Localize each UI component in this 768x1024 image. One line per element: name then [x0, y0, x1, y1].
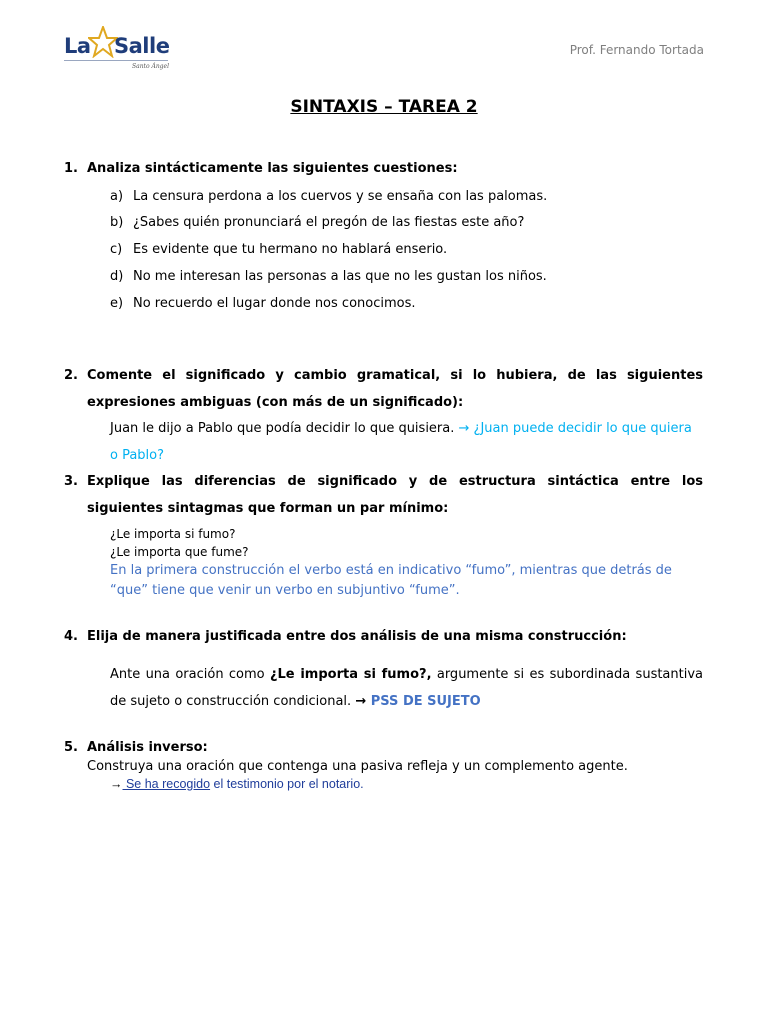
page-title: SINTAXIS – TAREA 2: [290, 97, 478, 117]
q3-line-1: ¿Le importa si fumo?: [110, 527, 236, 541]
q4-bold: ¿Le importa si fumo?,: [269, 667, 432, 682]
logo-subtitle: Santo Ángel: [132, 63, 169, 70]
q1-item-c-text: Es evidente que tu hermano no hablará enserio.: [133, 242, 448, 257]
q1-item-a-label: a): [110, 189, 124, 204]
q4-post: argumente si es subordinada sustantiva de sujeto o construcción condicional.: [110, 667, 704, 709]
q3-line-2: ¿Le importa que fume?: [110, 545, 249, 559]
question-4-number: 4.: [64, 629, 78, 644]
la-salle-logo: [64, 26, 174, 74]
question-3-text: Explique las diferencias de significado y de estructura sintáctica entre los siguientes sintagmas que forman un par mínimo:: [87, 474, 703, 516]
author-name: Prof. Fernando Tortada: [569, 43, 704, 57]
question-2-number: 2.: [64, 368, 78, 383]
q1-item-b-text: ¿Sabes quién pronunciará el pregón de las fiestas este año?: [133, 215, 525, 230]
question-1-text: Analiza sintácticamente las siguientes cuestiones:: [87, 161, 458, 176]
arrow-right-icon: →: [110, 777, 123, 791]
question-5-number: 5.: [64, 740, 78, 755]
logo-word-salle: Salle: [114, 34, 170, 58]
question-4-text: Elija de manera justificada entre dos análisis de una misma construcción:: [87, 629, 627, 644]
logo-rule: [64, 60, 168, 61]
question-2-text: Comente el significado y cambio gramatical, si lo hubiera, de las siguientes expresiones ambiguas (con más de un significado):: [87, 368, 703, 410]
q1-item-d-text: No me interesan las personas a las que no les gustan los niños.: [133, 269, 547, 284]
q4-pre: Ante una oración como: [110, 667, 270, 682]
q1-item-d-label: d): [110, 269, 124, 284]
q1-item-a-text: La censura perdona a los cuervos y se ensaña con las palomas.: [133, 189, 548, 204]
q1-item-e-text: No recuerdo el lugar donde nos conocimos.: [133, 296, 416, 311]
q2-answer: → ¿Juan puede decidir lo que quiera o Pablo?: [110, 421, 692, 463]
arrow-right-icon: →: [355, 694, 367, 709]
q4-body: [110, 661, 703, 715]
q5-answer-line: [110, 777, 364, 791]
logo-word-la: La: [64, 34, 91, 58]
q4-answer: PSS DE SUJETO: [366, 694, 481, 709]
question-3-number: 3.: [64, 474, 78, 489]
q5-answer-underlined: Se ha recogido: [122, 777, 211, 791]
q3-answer: En la primera construcción el verbo está en indicativo “fumo”, mientras que detrás de “que” tiene que venir un verbo en subjuntivo “fume”.: [110, 563, 672, 598]
q1-item-e-label: e): [110, 296, 124, 311]
q2-example-block: [110, 415, 703, 469]
q5-answer-rest: el testimonio por el notario.: [210, 777, 364, 791]
q2-example: Juan le dijo a Pablo que podía decidir lo que quisiera.: [110, 421, 455, 436]
q5-instruction: Construya una oración que contenga una pasiva refleja y un complemento agente.: [87, 759, 628, 774]
question-1-number: 1.: [64, 161, 78, 176]
q1-item-b-label: b): [110, 215, 124, 230]
question-5-text: Análisis inverso:: [87, 740, 208, 755]
q1-item-c-label: c): [110, 242, 123, 257]
